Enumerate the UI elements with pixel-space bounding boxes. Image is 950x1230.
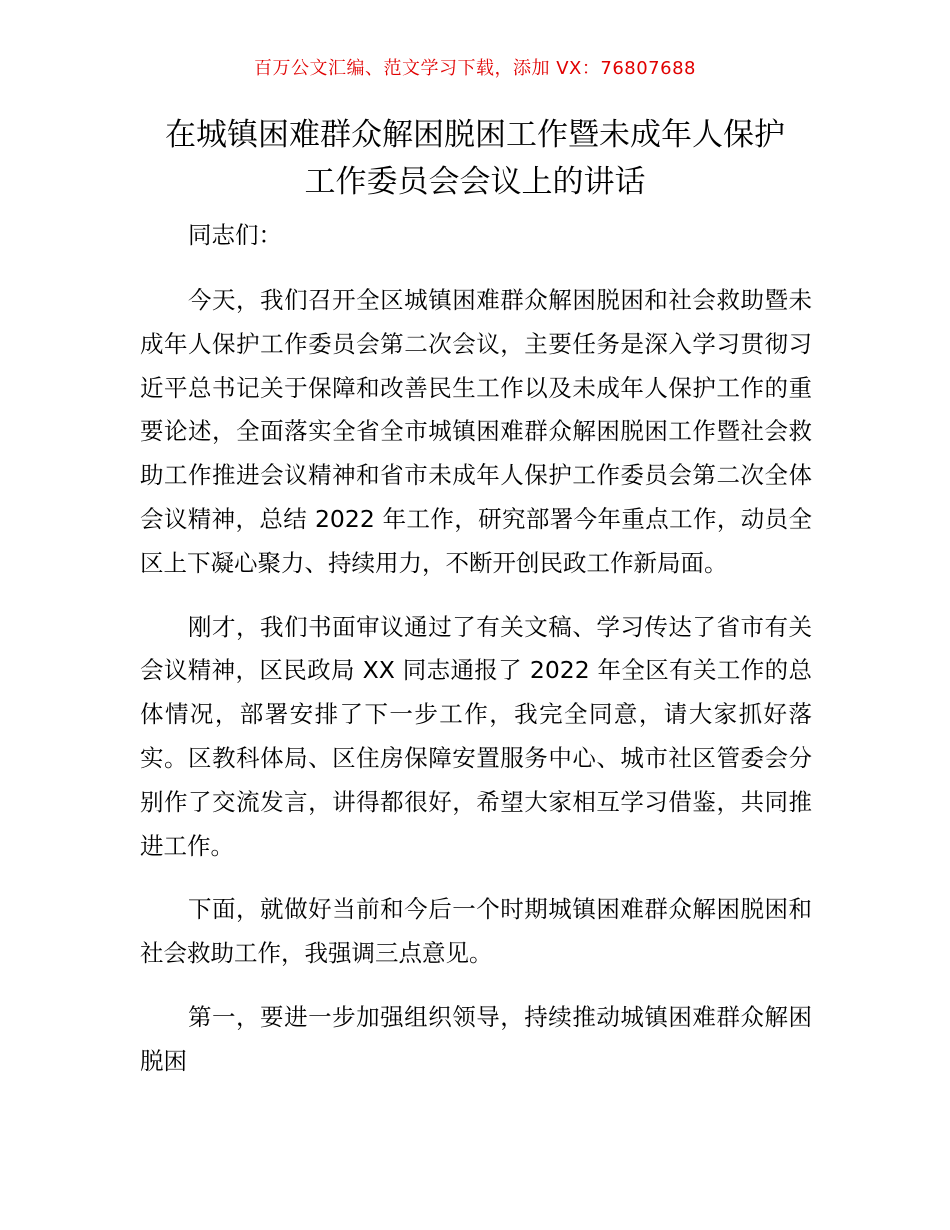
paragraph-point-one: 第一，要进一步加强组织领导，持续推动城镇困难群众解困脱困 [140, 1002, 812, 1075]
salutation: 同志们： [188, 221, 282, 249]
document-title [60, 112, 890, 206]
title-line-1: 在城镇困难群众解困脱困工作暨未成年人保护 [165, 117, 785, 153]
document-body [140, 214, 812, 1104]
paragraph-opening: 今天，我们召开全区城镇困难群众解困脱困和社会救助暨未成年人保护工作委员会第二次会议，主要任务是深入学习贯彻习近平总书记关于保障和改善民生工作以及未成年人保护工作的重要论述，全面落实全省全市城镇困难群众解困脱困工作暨社会救助工作推进会议精神和省市未成年人保护工作委员会第二次全体会议精神，总结 2022 年工作，研究部署今年重点工作，动员全区上下凝心聚力、持续用力，不断开创民政工作新局面。 [140, 286, 812, 577]
paragraph-transition: 下面，就做好当前和今后一个时期城镇困难群众解困脱困和社会救助工作，我强调三点意见。 [140, 895, 812, 968]
title-line-2: 工作委员会会议上的讲话 [304, 164, 646, 200]
paragraph-review: 刚才，我们书面审议通过了有关文稿、学习传达了省市有关会议精神，区民政局 XX 同志通报了 2022 年全区有关工作的总体情况，部署安排了下一步工作，我完全同意，请大家抓好落实。区教科体局、区住房保障安置服务中心、城市社区管委会分别作了交流发言，讲得都很好，希望大家相互学习借鉴，共同推进工作。 [140, 612, 812, 860]
download-banner: 百万公文汇编、范文学习下载，添加 VX：76807688 [254, 58, 696, 79]
